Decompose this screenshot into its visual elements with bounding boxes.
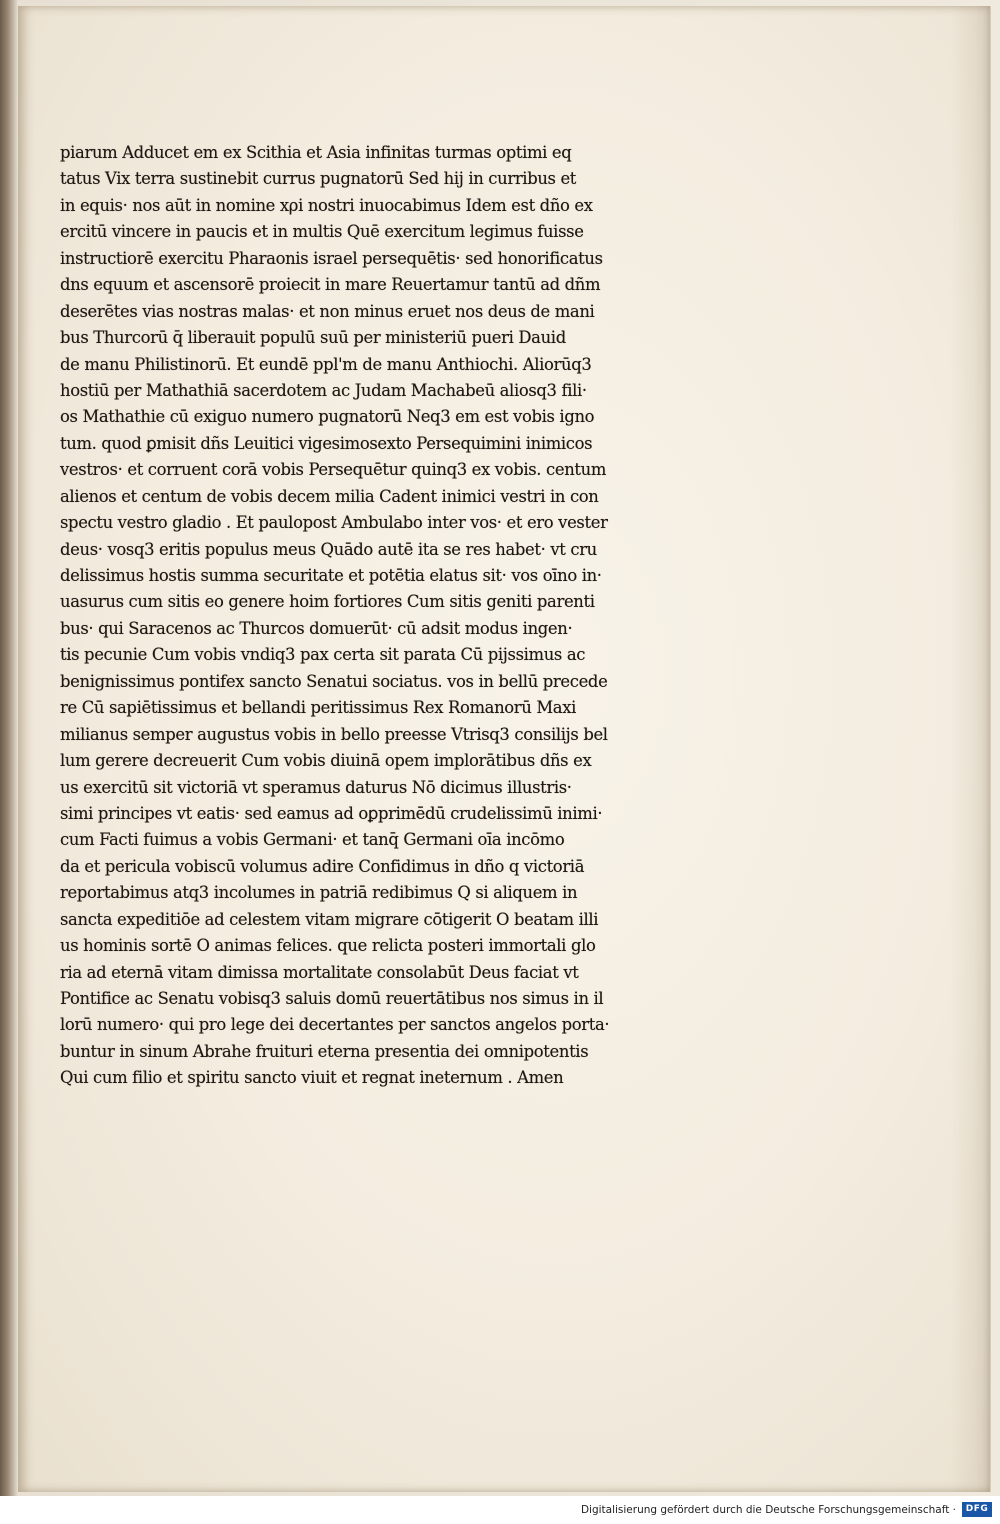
text-line: alienos et centum de vobis decem milia Cadent inimici vestri in con [60,486,599,506]
text-line: tis pecunie Cum vobis vndiq3 pax certa sit parata Cū pijssimus ac [60,645,586,665]
text-line: bus Thurcorū q̄ liberauit populū suū per ministeriū pueri Dauid [60,328,566,348]
text-line: buntur in sinum Abrahe fruituri eterna presentia dei omnipotentis [60,1041,589,1061]
text-line: Pontifice ac Senatu vobisq3 saluis domū reuertātibus nos simus in il [60,989,604,1008]
text-line: re Cū sapiētissimus et bellandi peritissimus Rex Romanorū Maxi [60,698,576,718]
text-line: us exercitū sit victoriā vt speramus daturus Nō dicimus illustris· [60,777,572,797]
text-line: tum. quod ꝑmisit dñs Leuitici vigesimosexto Persequimini inimicos [60,433,593,453]
text-line: vestros· et corruent corā vobis Persequētur quinq3 ex vobis. centum [60,460,607,480]
text-line: lorū numero· qui pro lege dei decertantes per sanctos angelos porta· [60,1015,610,1035]
text-line: dns equum et ascensorē proiecit in mare Reuertamur tantū ad dñm [60,275,601,295]
text-line: de manu Philistinorū. Et eundē ppl'm de manu Anthiochi. Aliorūq3 [60,354,592,374]
text-line: instructiorē exercitu Pharaonis israel persequētis· sed honorificatus [60,248,603,268]
text-line: cum Facti fuimus a vobis Germani· et tanq̄ Germani oīa incōmo [60,830,565,850]
text-line: in equis· nos aūt in nomine xρi nostri inuocabimus Idem est dño ex [60,195,593,215]
text-line: hostiū per Mathathiā sacerdotem ac Judam Machabeū aliosq3 fili· [60,380,587,400]
text-line: benignissimus pontifex sancto Senatui sociatus. vos in bellū precede [60,671,608,691]
text-line: os Mathathie cū exiguo numero pugnatorū Neq3 em est vobis igno [60,407,595,427]
text-line: spectu vestro gladio . Et paulopost Ambulabo inter vos· et ero vester [60,513,608,533]
dfg-logo: DFG [962,1502,992,1517]
text-line: tatus Vix terra sustinebit currus pugnatorū Sed hij in curribus et [60,169,577,189]
page-edge-shading [950,6,990,1492]
text-line: deus· vosq3 eritis populus meus Quādo autē ita se res habet· vt cru [60,539,597,559]
text-line: lum gerere decreuerit Cum vobis diuinā opem implorātibus dñs ex [60,751,592,771]
text-line: delissimus hostis summa securitate et potētia elatus sit· vos oīno in· [60,566,602,585]
text-line: deserētes vias nostras malas· et non minus eruet nos deus de mani [60,301,595,321]
text-line: simi principes vt eatis· sed eamus ad oꝑprimēdū crudelissimū inimi· [60,803,603,823]
text-line: Qui cum filio et spiritu sancto viuit et regnat ineternum . Amen [60,1068,564,1088]
funding-credit: Digitalisierung gefördert durch die Deutsche Forschungsgemeinschaft · [580,1504,956,1516]
text-line: milianus semper augustus vobis in bello preesse Vtrisq3 consilijs bel [60,724,608,744]
text-line: da et pericula vobiscū volumus adire Confidimus in dño q victoriā [60,856,585,876]
text-line: piarum Adducet em ex Scithia et Asia infinitas turmas optimi eq [60,143,572,162]
text-line: us hominis sortē O animas felices. que relicta posteri immortali glo [60,936,596,956]
text-line: reportabimus atq3 incolumes in patriā redibimus Q si aliquem in [60,883,578,903]
text-line: sancta expeditiōe ad celestem vitam migrare cōtigerit O beatam illi [60,909,599,929]
incunable-text-block [60,140,675,1092]
text-line: ria ad eternā vitam dimissa mortalitate consolabūt Deus faciat vt [60,962,579,982]
text-line: uasurus cum sitis eo genere hoim fortiores Cum sitis geniti parenti [60,592,595,612]
text-line: ercitū vincere in paucis et in multis Quē exercitum legimus fuisse [60,222,584,242]
text-line: bus· qui Saracenos ac Thurcos domuerūt· cū adsit modus ingen· [60,618,573,638]
